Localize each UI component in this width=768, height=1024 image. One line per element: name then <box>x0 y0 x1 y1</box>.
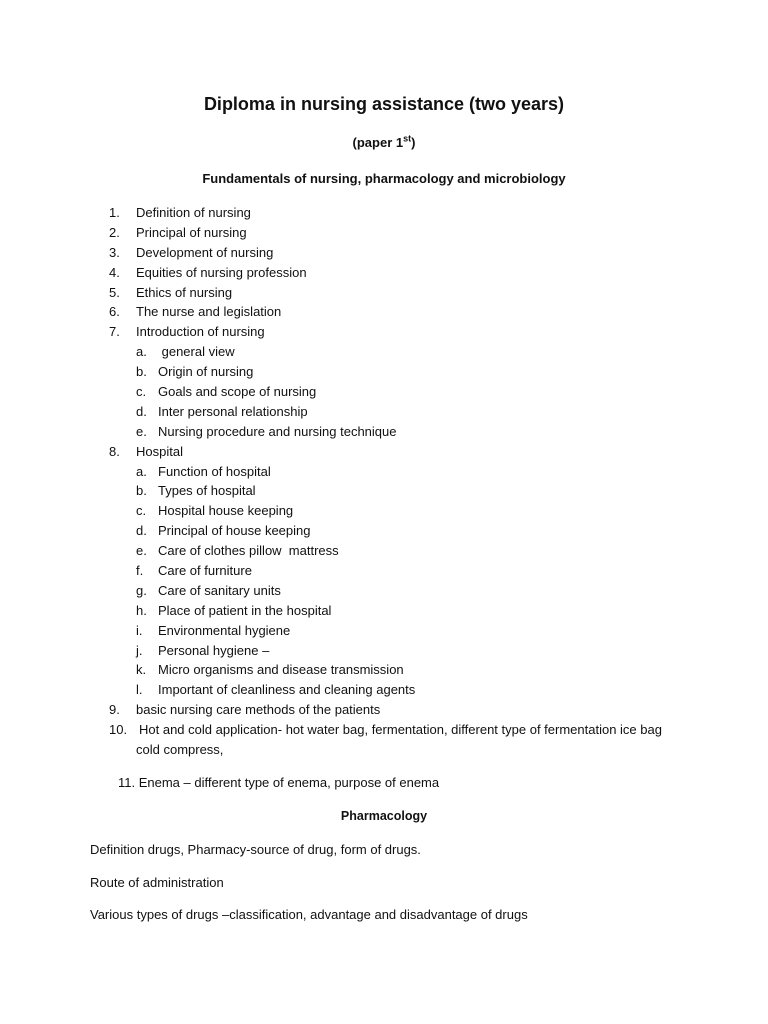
list-item <box>0 223 768 243</box>
item-number: 10. <box>109 722 128 738</box>
list-item <box>0 263 768 283</box>
sub-list-item <box>0 680 768 700</box>
sub-item-text: Personal hygiene – <box>158 642 270 658</box>
sub-item-text: Types of hospital <box>158 483 256 499</box>
sub-list-item <box>0 521 768 541</box>
sub-item-text: Care of clothes pillow mattress <box>158 543 339 559</box>
item-text: Ethics of nursing <box>136 284 233 300</box>
document-subtitle: Fundamentals of nursing, pharmacology and microbiology <box>202 171 566 186</box>
sub-item-text: Care of sanitary units <box>158 582 281 598</box>
item-text: Introduction of nursing <box>136 324 265 340</box>
sub-list-item <box>0 621 768 641</box>
sub-item-letter: k. <box>136 662 147 678</box>
sub-item-letter: d. <box>136 403 147 419</box>
list-item <box>0 720 768 740</box>
list-item <box>0 442 768 462</box>
paper-superscript: st <box>403 133 412 144</box>
list-item-11: 11. Enema – different type of enema, purpose of enema <box>118 775 440 790</box>
sub-item-letter: g. <box>136 582 147 598</box>
list-item <box>0 283 768 303</box>
item-text: Definition of nursing <box>136 205 251 220</box>
paragraph: Route of administration <box>90 875 224 890</box>
sub-list-item <box>0 402 768 422</box>
sub-item-letter: h. <box>136 602 147 618</box>
sub-item-text: Care of furniture <box>158 563 252 579</box>
sub-list-item <box>0 641 768 661</box>
sub-item-text: Origin of nursing <box>158 364 254 380</box>
sub-item-text: Place of patient in the hospital <box>158 602 332 618</box>
item-number: 7. <box>109 324 120 340</box>
paper-label <box>0 135 768 150</box>
sub-item-text: Environmental hygiene <box>158 622 291 638</box>
item-number: 8. <box>109 443 120 459</box>
sub-list-item <box>0 422 768 442</box>
sub-item-text: Important of cleanliness and cleaning agents <box>158 682 416 698</box>
list-item <box>0 302 768 322</box>
item-number: 1. <box>109 205 120 220</box>
syllabus-outline <box>0 203 768 760</box>
paper-suffix: ) <box>411 135 416 150</box>
sub-item-letter: d. <box>136 523 147 539</box>
paper-prefix: (paper 1 <box>352 135 404 150</box>
sub-item-letter: j. <box>136 642 143 658</box>
sub-list-item <box>0 501 768 521</box>
sub-item-letter: e. <box>136 543 147 559</box>
sub-item-letter: c. <box>136 503 147 519</box>
sub-list-item <box>0 561 768 581</box>
paragraph: Various types of drugs –classification, advantage and disadvantage of drugs <box>90 907 528 922</box>
sub-list-item <box>0 581 768 601</box>
list-item <box>0 322 768 342</box>
sub-list-item <box>0 382 768 402</box>
item-text: basic nursing care methods of the patients <box>136 702 381 718</box>
list-item <box>0 203 768 223</box>
sub-list-item <box>0 660 768 680</box>
item-number: 2. <box>109 224 120 240</box>
sub-item-letter: i. <box>136 622 143 638</box>
sub-item-text: Hospital house keeping <box>158 503 294 519</box>
section-heading-pharmacology: Pharmacology <box>340 809 428 823</box>
item-text: Hot and cold application- hot water bag, fermentation, different type of fermentation ice bag <box>139 722 662 738</box>
sub-item-letter: c. <box>136 384 147 400</box>
list-item <box>0 243 768 263</box>
list-item-continuation <box>0 740 768 760</box>
item-text: Hospital <box>136 443 183 459</box>
item-text-continuation: cold compress, <box>136 742 224 758</box>
sub-list-item <box>0 601 768 621</box>
sub-item-text: general view <box>158 344 235 360</box>
paragraph: Definition drugs, Pharmacy-source of drug, form of drugs. <box>90 842 421 857</box>
sub-item-text: Goals and scope of nursing <box>158 384 317 400</box>
sub-item-text: Inter personal relationship <box>158 403 308 419</box>
sub-item-text: Principal of house keeping <box>158 523 311 539</box>
sub-list-item <box>0 342 768 362</box>
item-text: Development of nursing <box>136 244 274 260</box>
sub-item-letter: f. <box>136 563 144 579</box>
item-text: Equities of nursing profession <box>136 264 307 280</box>
sub-list-item <box>0 362 768 382</box>
sub-item-letter: a. <box>136 463 147 479</box>
sub-item-letter: b. <box>136 364 147 380</box>
sub-item-letter: l. <box>136 682 143 698</box>
sub-item-text: Function of hospital <box>158 463 271 479</box>
sub-list-item <box>0 462 768 482</box>
item-number: 9. <box>109 702 120 718</box>
sub-item-letter: a. <box>136 344 147 360</box>
sub-item-letter: b. <box>136 483 147 499</box>
item-number: 6. <box>109 304 120 320</box>
item-number: 4. <box>109 264 120 280</box>
item-number: 5. <box>109 284 120 300</box>
sub-item-text: Micro organisms and disease transmission <box>158 662 404 678</box>
sub-list-item <box>0 481 768 501</box>
sub-list-item <box>0 541 768 561</box>
sub-item-letter: e. <box>136 423 147 439</box>
item-number: 3. <box>109 244 120 260</box>
sub-item-text: Nursing procedure and nursing technique <box>158 423 397 439</box>
item-text: The nurse and legislation <box>136 304 282 320</box>
item-text: Principal of nursing <box>136 224 247 240</box>
document-title: Diploma in nursing assistance (two years) <box>203 94 565 114</box>
list-item <box>0 700 768 720</box>
